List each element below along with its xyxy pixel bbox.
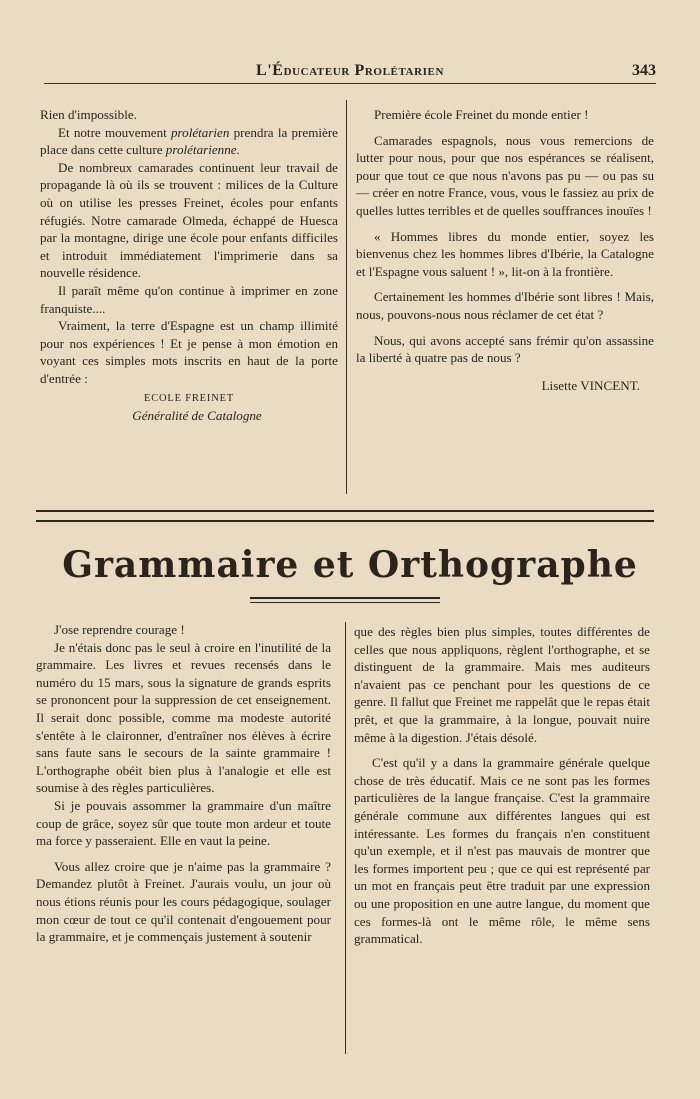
page-number: 343 bbox=[632, 62, 656, 79]
paragraph: Rien d'impossible. bbox=[40, 107, 137, 122]
paragraph: Je n'étais donc pas le seul à croire en l'inutilité de la grammaire. Les livres et revues recensés dans le numéro du 15 mars, sous la signature de grands esprits se prononcent pour la suppression de cet enseignement. Il serait donc possible, comme ma modeste autorité s'entête à le claironner, d'entraîner nos élèves à écrire sans faute sans le secours de la sainte grammaire ! L'orthographe obéit bien plus à l'analogie et elle est soumise à des règles particulières. bbox=[36, 639, 331, 796]
inscription-region: Généralité de Catalogne bbox=[132, 408, 262, 424]
column-divider bbox=[345, 622, 346, 1054]
paragraph: Nous, qui avons accepté sans frémir qu'on assassine la liberté à quatre pas de nous ? bbox=[356, 332, 654, 366]
paragraph: Vous allez croire que je n'aime pas la grammaire ? Demandez plutôt à Freinet. J'aurais voulu, un jour où nous étions réunis pour les cours pédagogique, soulager mon cœur de tout ce qu'il contenait d'engouement pour la grammaire, et je commençais justement à soutenir bbox=[36, 858, 331, 945]
article-title: Grammaire et Orthographe bbox=[62, 544, 638, 586]
paragraph: « Hommes libres du monde entier, soyez les bienvenus chez les hommes libres d'Ibérie, la Catalogne et l'Espagne vous saluent ! », lit-on à la frontière. bbox=[356, 228, 654, 279]
author-signature: Lisette VINCENT. bbox=[541, 377, 640, 393]
bottom-left-column bbox=[36, 621, 331, 946]
paragraph: Si je pouvais assommer la grammaire d'un maître coup de grâce, soyez sûr que toute mon ardeur et toute ma force y passeraient. Elle en vaut la peine. bbox=[36, 797, 331, 849]
title-underline bbox=[250, 597, 440, 603]
paragraph: J'ose reprendre courage ! bbox=[54, 622, 185, 637]
paragraph: Camarades espagnols, nous vous remercions de lutter pour nous, pour que nos espérances se réalisent, pour que tout ce que nous n'avons pas pu — ou pas su — créer en notre France, vous, vous le fassiez au prix de quelles luttes terribles et de quelles souffrances inouïes ! bbox=[356, 132, 654, 218]
paragraph: Il paraît même qu'on continue à imprimer en zone franquiste.... bbox=[40, 282, 338, 316]
running-title: L'Éducateur Prolétarien bbox=[255, 62, 445, 79]
top-right-column bbox=[356, 106, 654, 394]
bottom-right-column bbox=[354, 623, 650, 948]
section-separator bbox=[36, 510, 654, 522]
paragraph: C'est qu'il y a dans la grammaire générale quelque chose de très éducatif. Mais ce ne sont pas les formes particulières de la langue française. C'est la grammaire générale commune aux différentes langues qui est intéressante. Les formes du français n'en constituent qu'un exemple, et il n'est pas mauvais de montrer que les formes importent peu ; que ce qui est représenté par un mot en français peut être traduit par une expression ou une proposition en une autre langue, du moment que ces formes-là ont le même rôle, le même sens grammatical. bbox=[354, 755, 650, 947]
paragraph: que des règles bien plus simples, toutes différentes de celles que nous appliquons, règlent l'orthographe, et se distinguent de la grammaire. Mais mes auditeurs n'avaient pas ce penchant pour les questions de ce genre. Il fallut que Freinet me rappelât que le repas était prêt, et que la grammaire, à la longue, pouvait nuire même à la digestion. J'étais désolé. bbox=[354, 624, 650, 745]
top-left-column bbox=[40, 106, 338, 425]
paragraph: Première école Freinet du monde entier ! bbox=[374, 107, 589, 122]
header-rule bbox=[44, 83, 656, 84]
inscription-school: ECOLE FREINET bbox=[143, 392, 235, 404]
page-header bbox=[44, 62, 656, 84]
paragraph: De nombreux camarades continuent leur travail de propagande là où ils se trouvent : milices de la Culture où on utilise les presses Freinet, écoles pour enfants réfugiés. Notre camarade Olmeda, échappé de Huesca par la montagne, dirige une école pour enfants difficiles et introduit immédiatement l'imprimerie dans sa nouvelle résidence. bbox=[40, 159, 338, 281]
paragraph: Et notre mouvement prolétarien prendra la première place dans cette culture prolétarienne. bbox=[40, 124, 338, 158]
paragraph: Vraiment, la terre d'Espagne est un champ illimité pour nos expériences ! Et je pense à mon émotion en voyant ces simples mots inscrits en haut de la porte d'entrée : bbox=[40, 318, 338, 386]
column-divider bbox=[346, 100, 347, 494]
paragraph: Certainement les hommes d'Ibérie sont libres ! Mais, nous, pouvons-nous nous réclamer de cet état ? bbox=[356, 289, 654, 322]
